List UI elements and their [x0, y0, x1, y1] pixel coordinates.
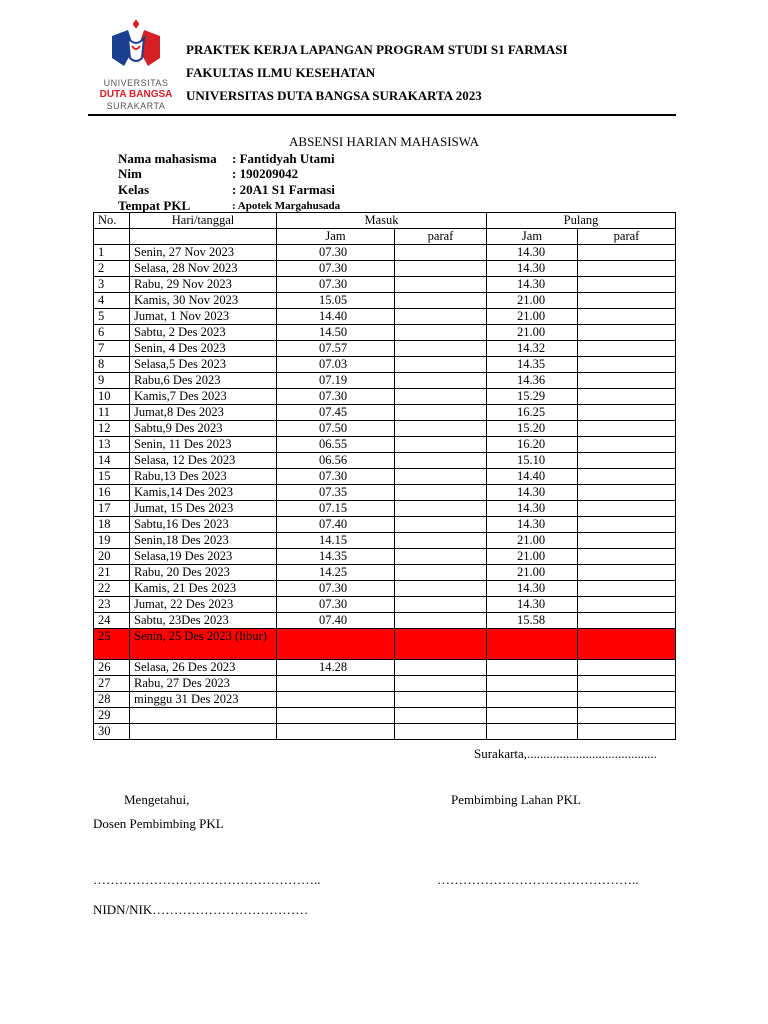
cell-no: 11 [94, 405, 130, 421]
cell-jam-pulang: 15.20 [487, 421, 578, 437]
cell-jam-pulang: 14.30 [487, 517, 578, 533]
signature-line-left: …………………………………………….. [93, 872, 321, 887]
cell-day: Rabu, 20 Des 2023 [130, 565, 277, 581]
cell-paraf-masuk [395, 676, 487, 692]
subheader-paraf-pulang: paraf [578, 229, 676, 245]
cell-jam-masuk: 07.19 [277, 373, 395, 389]
table-row [94, 533, 676, 549]
cell-paraf-masuk [395, 437, 487, 453]
cell-day: Rabu, 27 Des 2023 [130, 676, 277, 692]
mengetahui-label: Mengetahui, [124, 792, 190, 807]
cell-paraf-pulang [578, 437, 676, 453]
cell-jam-masuk: 07.30 [277, 277, 395, 293]
cell-no: 19 [94, 533, 130, 549]
cell-no: 16 [94, 485, 130, 501]
cell-jam-masuk: 06.55 [277, 437, 395, 453]
table-row [94, 485, 676, 501]
table-header-row [94, 213, 676, 229]
cell-no: 26 [94, 660, 130, 676]
cell-no: 30 [94, 724, 130, 740]
cell-paraf-pulang [578, 501, 676, 517]
cell-jam-pulang: 21.00 [487, 533, 578, 549]
field-value-nim: : 190209042 [232, 166, 299, 181]
subheader-jam-masuk: Jam [277, 229, 395, 245]
cell-jam-masuk: 06.56 [277, 453, 395, 469]
table-row [94, 501, 676, 517]
cell-jam-masuk: 14.50 [277, 325, 395, 341]
table-row [94, 261, 676, 277]
table-row [94, 549, 676, 565]
cell-paraf-pulang [578, 485, 676, 501]
cell-paraf-pulang [578, 629, 676, 660]
cell-paraf-masuk [395, 597, 487, 613]
cell-paraf-masuk [395, 692, 487, 708]
cell-no: 18 [94, 517, 130, 533]
cell-jam-pulang: 14.32 [487, 341, 578, 357]
cell-jam-masuk: 14.15 [277, 533, 395, 549]
cell-jam-pulang: 14.30 [487, 245, 578, 261]
cell-jam-pulang: 14.30 [487, 597, 578, 613]
cell-no: 6 [94, 325, 130, 341]
cell-jam-pulang [487, 692, 578, 708]
field-label-kelas: Kelas [118, 182, 150, 197]
cell-no: 28 [94, 692, 130, 708]
cell-no: 22 [94, 581, 130, 597]
cell-jam-masuk: 14.25 [277, 565, 395, 581]
cell-paraf-masuk [395, 613, 487, 629]
cell-jam-masuk [277, 724, 395, 740]
cell-no: 24 [94, 613, 130, 629]
cell-jam-pulang: 15.58 [487, 613, 578, 629]
cell-paraf-masuk [395, 325, 487, 341]
cell-jam-masuk [277, 676, 395, 692]
cell-no: 12 [94, 421, 130, 437]
cell-paraf-pulang [578, 261, 676, 277]
cell-paraf-masuk [395, 405, 487, 421]
cell-day: Senin, 25 Des 2023 (libur) [130, 629, 277, 660]
cell-day [130, 724, 277, 740]
cell-paraf-masuk [395, 373, 487, 389]
cell-jam-masuk: 07.15 [277, 501, 395, 517]
table-row [94, 708, 676, 724]
cell-jam-pulang: 15.10 [487, 453, 578, 469]
cell-no: 2 [94, 261, 130, 277]
cell-paraf-pulang [578, 581, 676, 597]
place-date: Surakarta,........................................ [474, 746, 658, 761]
cell-no: 23 [94, 597, 130, 613]
cell-day: Rabu, 29 Nov 2023 [130, 277, 277, 293]
cell-jam-masuk: 14.40 [277, 309, 395, 325]
table-row [94, 629, 676, 660]
cell-jam-pulang: 14.30 [487, 485, 578, 501]
cell-day: Selasa,19 Des 2023 [130, 549, 277, 565]
cell-paraf-pulang [578, 309, 676, 325]
cell-jam-pulang: 21.00 [487, 293, 578, 309]
cell-no: 29 [94, 708, 130, 724]
table-row [94, 389, 676, 405]
header-day: Hari/tanggal [130, 213, 277, 229]
cell-paraf-masuk [395, 517, 487, 533]
cell-day: Rabu,13 Des 2023 [130, 469, 277, 485]
cell-no: 9 [94, 373, 130, 389]
table-row [94, 373, 676, 389]
cell-paraf-pulang [578, 405, 676, 421]
cell-paraf-pulang [578, 357, 676, 373]
cell-day: Kamis,7 Des 2023 [130, 389, 277, 405]
subheader-empty [130, 229, 277, 245]
logo-text-line1: UNIVERSITAS [103, 78, 169, 88]
header-line-3: UNIVERSITAS DUTA BANGSA SURAKARTA 2023 [186, 88, 482, 103]
table-row [94, 692, 676, 708]
header-masuk: Masuk [277, 213, 487, 229]
cell-paraf-masuk [395, 309, 487, 325]
table-row [94, 469, 676, 485]
cell-no: 21 [94, 565, 130, 581]
cell-paraf-masuk [395, 533, 487, 549]
cell-paraf-masuk [395, 724, 487, 740]
field-value-name: : Fantidyah Utami [232, 151, 335, 166]
cell-no: 27 [94, 676, 130, 692]
cell-no: 17 [94, 501, 130, 517]
cell-paraf-masuk [395, 581, 487, 597]
cell-day: Selasa, 28 Nov 2023 [130, 261, 277, 277]
cell-jam-masuk: 07.30 [277, 261, 395, 277]
header-pulang: Pulang [487, 213, 676, 229]
cell-day: Jumat, 15 Des 2023 [130, 501, 277, 517]
cell-jam-pulang [487, 660, 578, 676]
cell-paraf-pulang [578, 453, 676, 469]
cell-jam-pulang: 14.40 [487, 469, 578, 485]
table-row [94, 357, 676, 373]
cell-jam-pulang: 14.30 [487, 277, 578, 293]
cell-day: Senin, 4 Des 2023 [130, 341, 277, 357]
cell-jam-pulang [487, 629, 578, 660]
table-row [94, 293, 676, 309]
table-body [94, 245, 676, 740]
signature-line-right: ……………………………………….. [437, 872, 639, 887]
cell-jam-masuk: 07.57 [277, 341, 395, 357]
cell-paraf-masuk [395, 453, 487, 469]
cell-paraf-pulang [578, 597, 676, 613]
field-label-nim: Nim [118, 166, 142, 181]
cell-day: Selasa, 12 Des 2023 [130, 453, 277, 469]
table-row [94, 405, 676, 421]
cell-paraf-pulang [578, 692, 676, 708]
cell-paraf-masuk [395, 708, 487, 724]
cell-day [130, 708, 277, 724]
header-line-1: PRAKTEK KERJA LAPANGAN PROGRAM STUDI S1 FARMASI [186, 42, 568, 57]
cell-jam-masuk: 07.30 [277, 597, 395, 613]
cell-jam-pulang: 21.00 [487, 309, 578, 325]
cell-paraf-pulang [578, 517, 676, 533]
subheader-paraf-masuk: paraf [395, 229, 487, 245]
cell-jam-masuk: 14.28 [277, 660, 395, 676]
header-line-2: FAKULTAS ILMU KESEHATAN [186, 65, 376, 80]
cell-day: Rabu,6 Des 2023 [130, 373, 277, 389]
cell-paraf-pulang [578, 613, 676, 629]
cell-no: 4 [94, 293, 130, 309]
cell-paraf-pulang [578, 469, 676, 485]
cell-jam-pulang: 14.35 [487, 357, 578, 373]
cell-no: 8 [94, 357, 130, 373]
table-row [94, 341, 676, 357]
cell-jam-masuk: 07.50 [277, 421, 395, 437]
cell-day: Senin,18 Des 2023 [130, 533, 277, 549]
cell-no: 15 [94, 469, 130, 485]
cell-day: Sabtu,9 Des 2023 [130, 421, 277, 437]
cell-jam-pulang [487, 708, 578, 724]
cell-paraf-pulang [578, 277, 676, 293]
cell-day: Jumat, 1 Nov 2023 [130, 309, 277, 325]
cell-day: Senin, 11 Des 2023 [130, 437, 277, 453]
field-value-kelas: : 20A1 S1 Farmasi [232, 182, 335, 197]
cell-jam-pulang: 21.00 [487, 549, 578, 565]
logo-text-line3: SURAKARTA [106, 101, 166, 111]
dosen-pembimbing-label: Dosen Pembimbing PKL [93, 816, 224, 831]
cell-paraf-masuk [395, 261, 487, 277]
table-row [94, 597, 676, 613]
cell-paraf-masuk [395, 245, 487, 261]
cell-paraf-masuk [395, 549, 487, 565]
cell-day: minggu 31 Des 2023 [130, 692, 277, 708]
table-row [94, 437, 676, 453]
university-logo [99, 18, 173, 118]
cell-paraf-pulang [578, 421, 676, 437]
table-row [94, 453, 676, 469]
cell-jam-masuk: 07.30 [277, 469, 395, 485]
cell-no: 25 [94, 629, 130, 660]
cell-jam-masuk [277, 629, 395, 660]
subheader-empty [94, 229, 130, 245]
cell-day: Selasa,5 Des 2023 [130, 357, 277, 373]
table-row [94, 277, 676, 293]
cell-paraf-masuk [395, 277, 487, 293]
cell-jam-masuk: 07.03 [277, 357, 395, 373]
table-row [94, 309, 676, 325]
cell-paraf-pulang [578, 549, 676, 565]
cell-jam-pulang: 14.36 [487, 373, 578, 389]
table-row [94, 724, 676, 740]
field-label-tempat: Tempat PKL [118, 198, 191, 213]
cell-jam-masuk: 15.05 [277, 293, 395, 309]
cell-no: 20 [94, 549, 130, 565]
cell-day: Sabtu,16 Des 2023 [130, 517, 277, 533]
cell-jam-masuk: 07.30 [277, 245, 395, 261]
cell-paraf-masuk [395, 629, 487, 660]
cell-paraf-masuk [395, 293, 487, 309]
cell-jam-masuk: 07.40 [277, 613, 395, 629]
cell-jam-masuk: 07.40 [277, 517, 395, 533]
cell-jam-pulang: 16.20 [487, 437, 578, 453]
cell-jam-pulang: 14.30 [487, 581, 578, 597]
page-title: ABSENSI HARIAN MAHASISWA [289, 134, 479, 149]
cell-jam-pulang: 16.25 [487, 405, 578, 421]
cell-jam-masuk: 07.45 [277, 405, 395, 421]
cell-paraf-masuk [395, 660, 487, 676]
cell-paraf-pulang [578, 708, 676, 724]
cell-paraf-pulang [578, 389, 676, 405]
cell-paraf-pulang [578, 325, 676, 341]
cell-paraf-pulang [578, 565, 676, 581]
cell-no: 13 [94, 437, 130, 453]
cell-paraf-masuk [395, 357, 487, 373]
cell-paraf-pulang [578, 724, 676, 740]
cell-paraf-pulang [578, 341, 676, 357]
table-row [94, 421, 676, 437]
attendance-table [93, 212, 676, 740]
table-row [94, 676, 676, 692]
cell-day: Kamis,14 Des 2023 [130, 485, 277, 501]
cell-no: 1 [94, 245, 130, 261]
cell-day: Senin, 27 Nov 2023 [130, 245, 277, 261]
cell-no: 10 [94, 389, 130, 405]
cell-day: Sabtu, 23Des 2023 [130, 613, 277, 629]
cell-no: 3 [94, 277, 130, 293]
cell-paraf-masuk [395, 565, 487, 581]
cell-jam-pulang: 14.30 [487, 501, 578, 517]
table-row [94, 660, 676, 676]
cell-jam-masuk: 07.35 [277, 485, 395, 501]
subheader-jam-pulang: Jam [487, 229, 578, 245]
cell-day: Jumat, 22 Des 2023 [130, 597, 277, 613]
cell-paraf-pulang [578, 660, 676, 676]
cell-jam-masuk [277, 692, 395, 708]
cell-day: Sabtu, 2 Des 2023 [130, 325, 277, 341]
cell-jam-masuk: 07.30 [277, 389, 395, 405]
field-value-tempat: : Apotek Margahusada [232, 200, 341, 212]
cell-paraf-masuk [395, 469, 487, 485]
cell-paraf-masuk [395, 389, 487, 405]
cell-jam-masuk [277, 708, 395, 724]
cell-paraf-pulang [578, 293, 676, 309]
cell-day: Kamis, 21 Des 2023 [130, 581, 277, 597]
cell-jam-pulang: 14.30 [487, 261, 578, 277]
cell-paraf-pulang [578, 676, 676, 692]
table-row [94, 581, 676, 597]
cell-paraf-pulang [578, 245, 676, 261]
header-divider [88, 114, 676, 116]
cell-paraf-masuk [395, 421, 487, 437]
cell-jam-pulang [487, 724, 578, 740]
cell-day: Selasa, 26 Des 2023 [130, 660, 277, 676]
table-row [94, 245, 676, 261]
cell-no: 14 [94, 453, 130, 469]
cell-no: 5 [94, 309, 130, 325]
cell-jam-pulang [487, 676, 578, 692]
table-row [94, 565, 676, 581]
nidn-line: NIDN/NIK……………………………… [93, 902, 309, 917]
cell-day: Kamis, 30 Nov 2023 [130, 293, 277, 309]
logo-text-line2: DUTA BANGSA [99, 89, 173, 100]
table-row [94, 325, 676, 341]
cell-jam-pulang: 21.00 [487, 325, 578, 341]
cell-jam-pulang: 21.00 [487, 565, 578, 581]
header-no: No. [94, 213, 130, 229]
table-subheader-row [94, 229, 676, 245]
pembimbing-lahan-label: Pembimbing Lahan PKL [451, 792, 581, 807]
cell-no: 7 [94, 341, 130, 357]
table-row [94, 517, 676, 533]
cell-paraf-pulang [578, 533, 676, 549]
cell-jam-masuk: 07.30 [277, 581, 395, 597]
cell-day: Jumat,8 Des 2023 [130, 405, 277, 421]
cell-jam-pulang: 15.29 [487, 389, 578, 405]
table-row [94, 613, 676, 629]
cell-paraf-masuk [395, 501, 487, 517]
logo-emblem-icon [104, 18, 168, 80]
cell-paraf-masuk [395, 485, 487, 501]
cell-jam-masuk: 14.35 [277, 549, 395, 565]
field-label-name: Nama mahasisma [118, 151, 217, 166]
cell-paraf-pulang [578, 373, 676, 389]
cell-paraf-masuk [395, 341, 487, 357]
